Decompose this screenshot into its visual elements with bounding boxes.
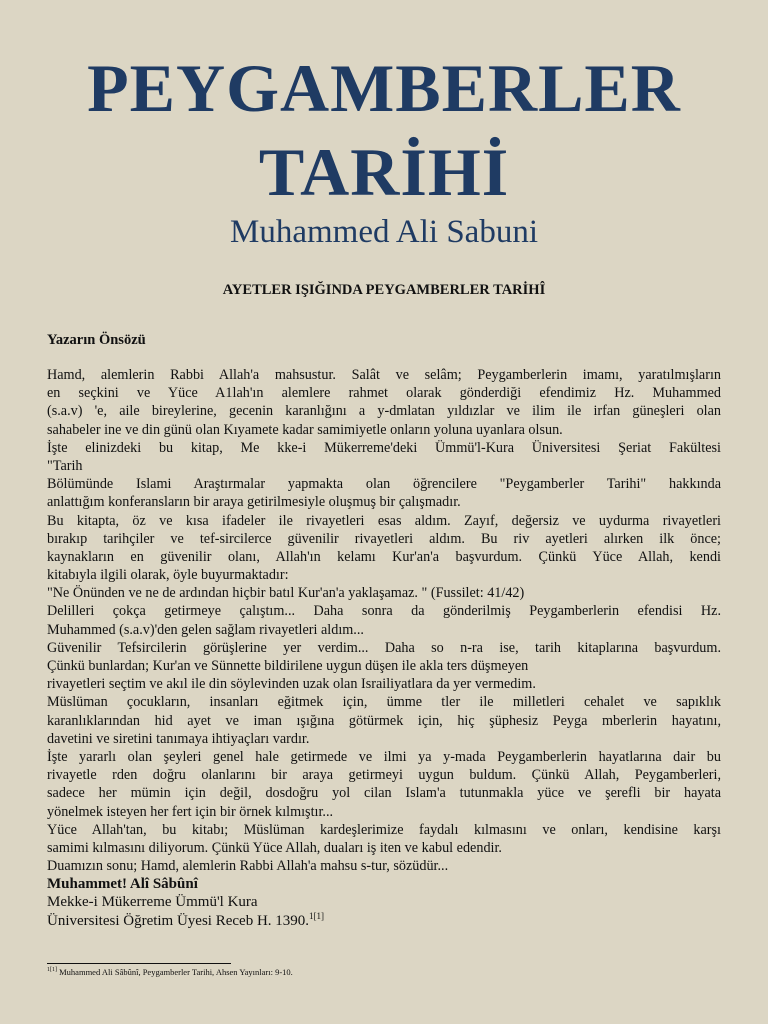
title-line-2: TARİHİ — [258, 134, 510, 210]
text-line: Delilleri çokça getirmeye çalıştım... Daha sonra da gönderilmiş Peygamberlerin efendisi Hz. — [47, 603, 721, 620]
title-line-1: PEYGAMBERLER — [87, 50, 681, 126]
text-line: Duamızın sonu; Hamd, alemlerin Rabbi Allah'a mahsu s-tur, sözüdür... — [47, 858, 449, 875]
footnote-marker: 1[1] — [47, 967, 57, 974]
text-line: İşte yararlı olan şeyleri genel hale getirmede ve ilmi ya y-mada Peygamberlerin hayatlarına dair bu — [47, 748, 721, 765]
text-line: Muhammed (s.a.v)'den gelen sağlam rivayetleri aldım... — [47, 621, 364, 638]
text-line: İşte elinizdeki bu kitap, Me kke-i Mükerreme'deki Ümmü'l-Kura Üniversitesi Şeriat Fakültesi — [47, 439, 721, 456]
text-line: yönelmek isteyen her fert için bir örnek kılmıştır... — [47, 803, 334, 820]
text-line: karanlıklarından hid ayet ve iman ışığına götürmek için, hiç şüphesiz Peyga mberlerin hayatını, — [47, 712, 721, 729]
text-line: rivayetleri seçtim ve akıl ile din söylevinden uzak olan Israiliyatlara da yer vermedim. — [47, 676, 536, 693]
signature-title: Üniversitesi Öğretim Üyesi Receb H. 1390.$^{1[1]}$ — [47, 911, 325, 929]
text-line: Müslüman çocukların, insanları eğitmek için, ümme tler ile milletleri cehalet ve sapıklık — [47, 694, 721, 711]
text-line: sahabeler ine ve din günü olan Kıyamete kadar samimiyetle onların yoluna uyanlara olsun. — [47, 421, 563, 438]
text-line: Güvenilir Tefsircilerin görüşlerine yer verdim... Daha so n-ra ise, tarih kitaplarına başvurdum. — [47, 639, 721, 656]
signature-name: Muhammet! Alî Sâbûnî — [47, 876, 198, 893]
text-line: bırakıp tarihçiler ve tef-sircilerce güvenilir rivayetleri aldım. Bu riv ayetleri alırken ilk önce; — [47, 530, 721, 547]
text-line: Bu kitapta, öz ve kısa ifadeler ile rivayetleri esas aldım. Zayıf, değersiz ve uydurma rivayetleri — [47, 512, 721, 529]
text-line: Çünkü bunlardan; Kur'an ve Sünnette bildirilene uygun düşen ile akla ters düşmeyen — [47, 658, 529, 674]
text-line: anlattığım konferansların bir araya getirilmesiyle oluşmuş bir çalışmadır. — [47, 494, 461, 511]
subtitle: AYETLER IŞIĞINDA PEYGAMBERLER TARİHÎ — [222, 282, 546, 298]
text-line: kaynakların en güvenilir olanı, Allah'ın kelamı Kur'an'a başvurdum. Çünkü Yüce Allah, kendi — [47, 548, 721, 565]
text-line: Bölümünde Islami Araştırmalar yapmakta olan öğrencilere "Peygamberler Tarihi" hakkında — [47, 476, 721, 493]
body-text — [47, 366, 721, 930]
author-name: Muhammed Ali Sabuni — [230, 214, 538, 250]
footnote-divider — [47, 963, 231, 964]
text-line: kitabıyla ilgili olarak, öyle buyurmaktadır: — [47, 567, 289, 584]
text-line: sadece her mümin için değil, dosdoğru yol cilan Islam'a tutunmakla yüce ve şerefli bir hayata — [47, 785, 721, 802]
signature-institution: Mekke-i Mükerreme Ümmü'l Kura — [47, 894, 258, 911]
text-line: samimi kılmasını diliyorum. Çünkü Yüce Allah, duaları iş iten ve kabul edendir. — [47, 839, 502, 856]
text-line: (s.a.v) 'e, aile bireylerine, gecenin karanlığını a y-dmlatan yıldızlar ve ilim ile irfan güneşleri olan — [47, 403, 721, 420]
text-line: davetini ve siretini tanımaya ihtiyaçları vardır. — [47, 730, 310, 747]
text-line: "Tarih — [47, 457, 83, 474]
footnote — [47, 967, 293, 978]
text-line: Yüce Allah'tan, bu kitabı; Müslüman kardeşlerimize faydalı kılmasını ve onları, kendisine karşı — [47, 821, 721, 838]
footnote-reference[interactable]: 1[1] — [309, 911, 325, 921]
section-heading: Yazarın Önsözü — [47, 332, 146, 348]
text-line: Hamd, alemlerin Rabbi Allah'a mahsustur. Salât ve selâm; Peygamberlerin imamı, yaratılmışların — [47, 367, 721, 383]
text-line: "Ne Önünden ve ne de ardından hiçbir batıl Kur'an'a yaklaşamaz. " (Fussilet: 41/42) — [47, 585, 525, 602]
text-line: rivayetle rden doğru olanlarını bir araya getirmeyi uygun buldum. Çünkü Allah, Peygamberleri, — [47, 767, 721, 784]
text-line: en seçkini ve Yüce A1lah'ın alemlere rahmet olarak gönderdiği efendimiz Hz. Muhammed — [47, 385, 721, 402]
footnote-text: Muhammed Ali Sâbûnî, Peygamberler Tarihi, Ahsen Yayınları: 9-10. — [59, 967, 293, 977]
